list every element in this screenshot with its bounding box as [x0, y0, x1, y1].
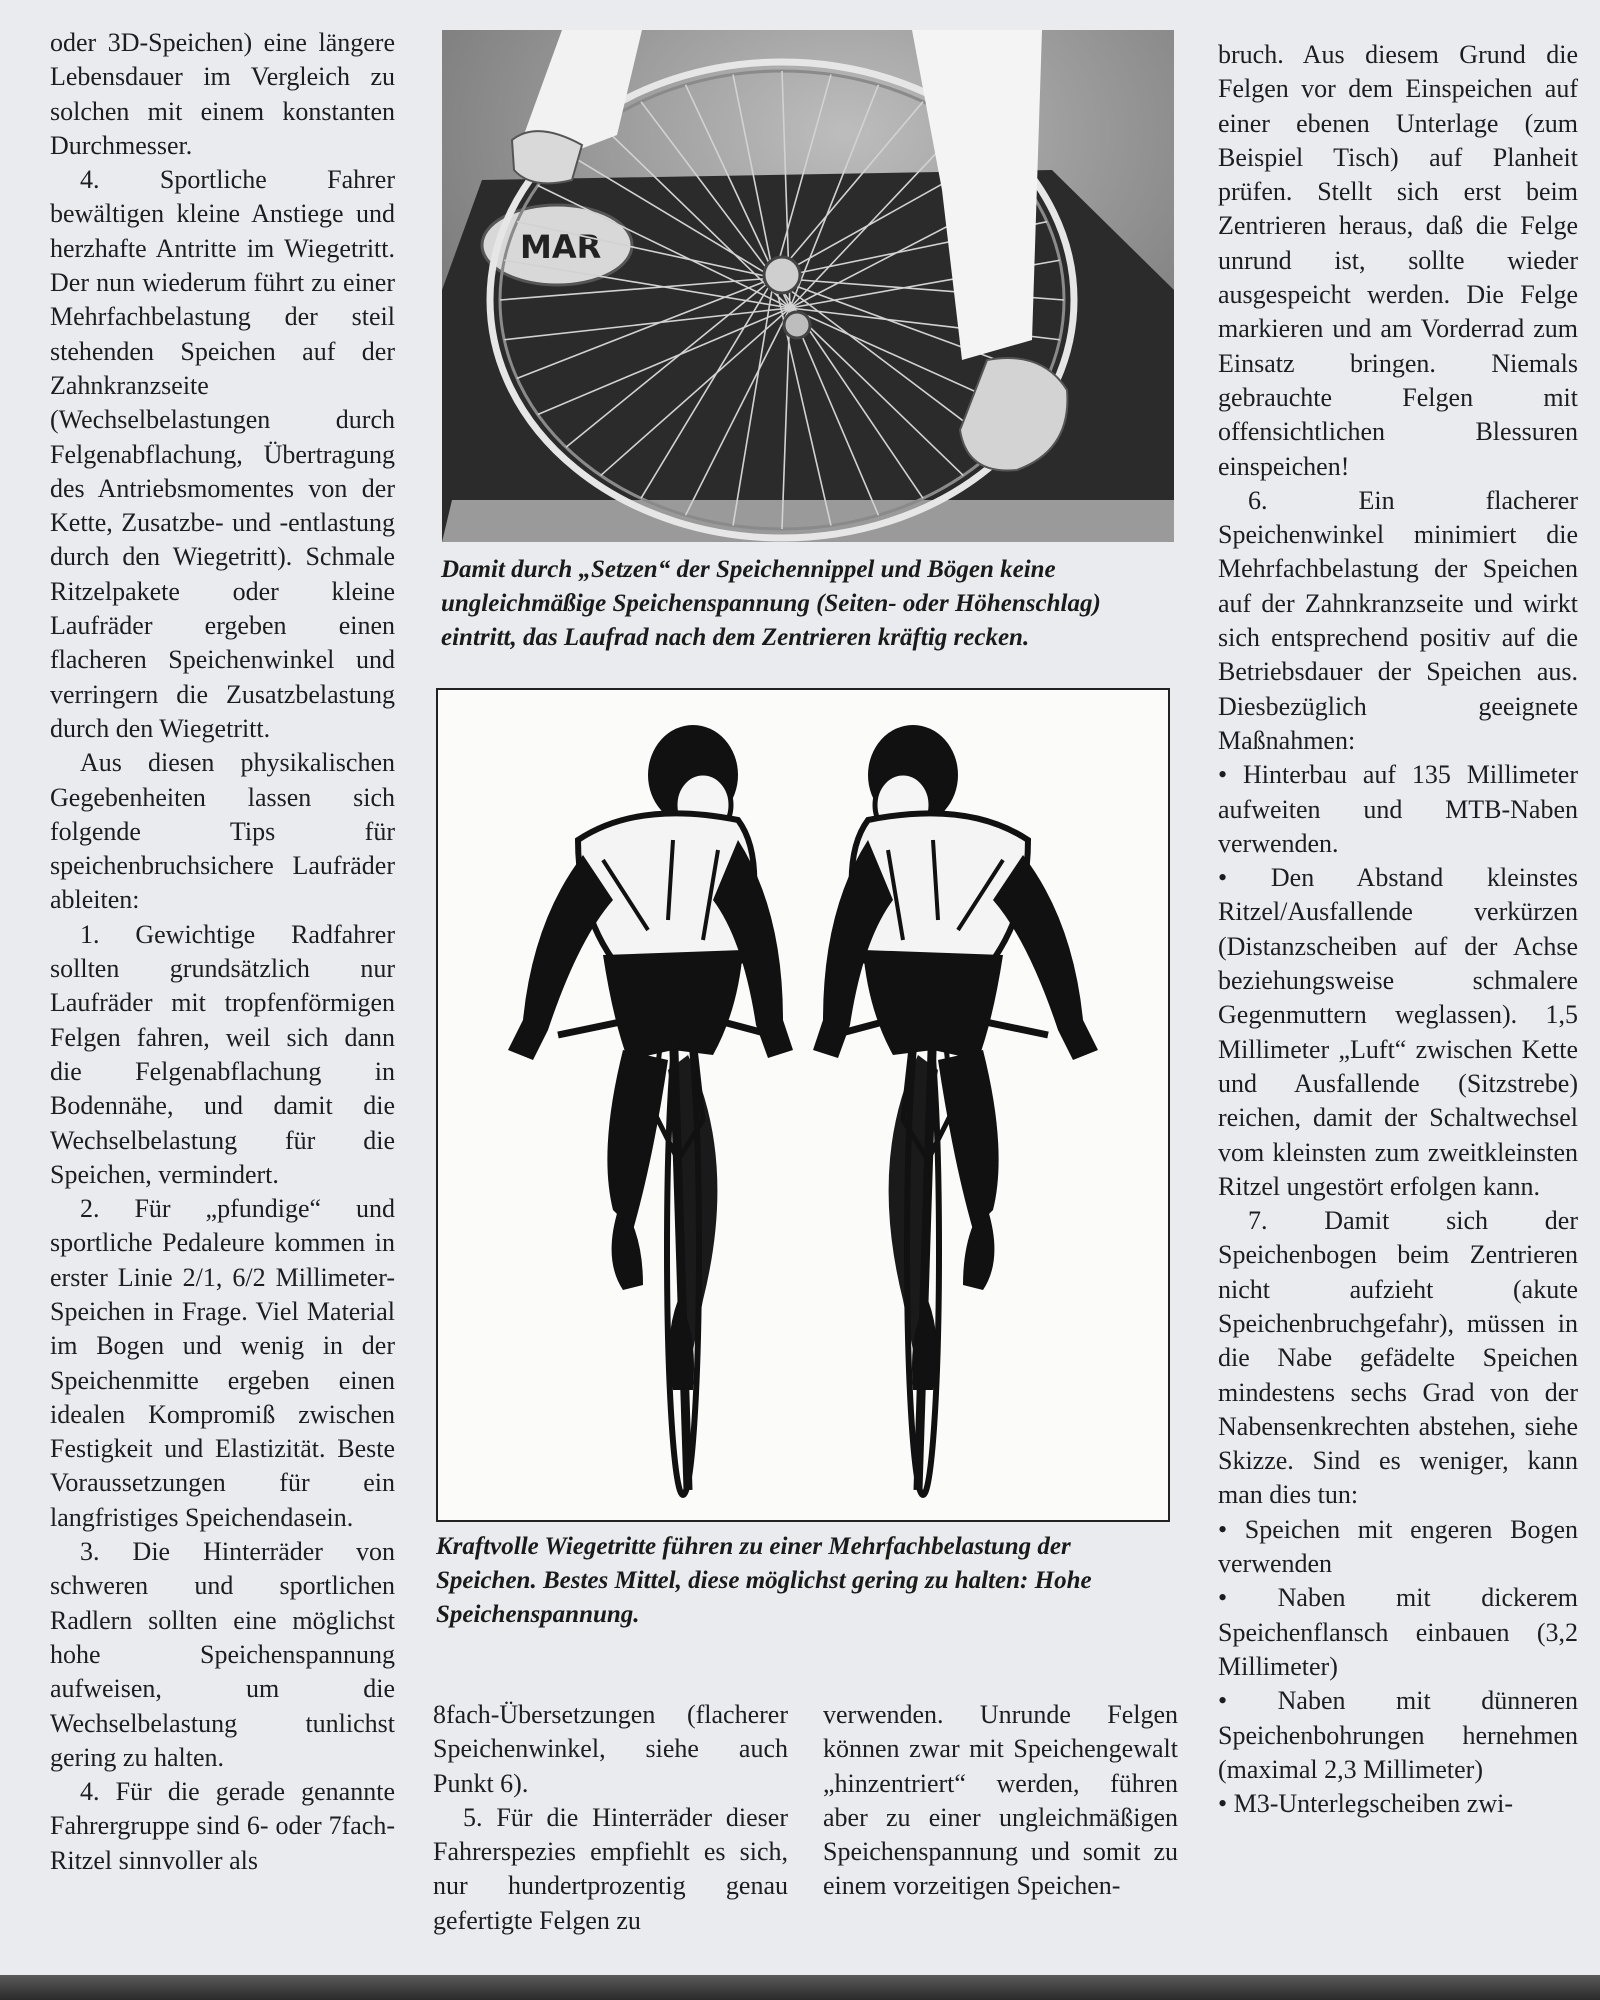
paragraph: 2. Für „pfundige“ und sportliche Pedaleure kommen in erster Linie 2/1, 6/2 Millimeter-Speichen in Frage. Viel Material im Bogen und wenig in der Speichenmitte ergeben einen idealen Kompromiß zwischen Festigkeit und Elastizität. Beste Voraussetzungen für ein langfristiges Speichendasein. [50, 1194, 395, 1532]
text-column-left [50, 26, 395, 1878]
cyclist-figure [508, 725, 793, 1495]
paragraph: • Den Abstand kleinstes Ritzel/Ausfallende verkürzen (Distanzscheiben auf der Achse beziehungsweise schmalere Gegenmuttern weglassen). 1,5 Millimeter „Luft“ zwischen Kette und Ausfallende (Sitzstrebe) reichen, damit der Schaltwechsel vom kleinsten zum zweitkleinsten Ritzel ungestört erfolgen kann. [1218, 863, 1578, 1201]
paragraph: • Hinterbau auf 135 Millimeter aufweiten und MTB-Naben verwenden. [1218, 760, 1578, 858]
paragraph: • Speichen mit engeren Bogen verwenden [1218, 1514, 1578, 1579]
paragraph: oder 3D-Speichen) eine längere Lebensdauer im Vergleich zu solchen mit einem konstanten Durchmesser. [50, 28, 395, 160]
paragraph: 5. Für die Hinterräder dieser Fahrerspezies empfiehlt es sich, nur hundertprozentig genau gefertigte Felgen zu [433, 1802, 788, 1935]
paragraph: 8fach-Übersetzungen (flacherer Speichenwinkel, siehe auch Punkt 6). [433, 1700, 788, 1798]
label-plate-text: MAR [520, 228, 602, 266]
wheel-photo-illustration [442, 30, 1174, 542]
cyclists-caption: Kraftvolle Wiegetritte führen zu einer Mehrfachbelastung der Speichen. Bestes Mittel, diese möglichst gering zu halten: Hohe Speichenspannung. [436, 1533, 1092, 1628]
mirrored-cyclists-drawing [438, 690, 1168, 1520]
paragraph: 7. Damit sich der Speichenbogen beim Zentrieren nicht aufzieht (akute Speichenbruchgefahr), müssen in die Nabe gefädelte Speichen mindestens sechs Grad von der Nabensenkrechten abstehen, siehe Skizze. Sind es weniger, kann man dies tun: [1218, 1206, 1578, 1510]
paragraph: 4. Für die gerade genannte Fahrergruppe sind 6- oder 7fach-Ritzel sinnvoller als [50, 1777, 395, 1875]
paragraph: verwenden. Unrunde Felgen können zwar mit Speichengewalt „hinzentriert“ werden, führen aber zu einer ungleichmäßigen Speichenspannung und somit zu einem vorzeitigen Speichen- [823, 1700, 1178, 1901]
paragraph: • M3-Unterlegscheiben zwi- [1218, 1789, 1514, 1819]
paragraph: 3. Die Hinterräder von schweren und sportlichen Radlern sollten eine möglichst hohe Speichenspannung aufweisen, um die Wechselbelastung tunlichst gering zu halten. [50, 1537, 395, 1772]
left-hand [512, 131, 582, 183]
paragraph: Aus diesen physikalischen Gegebenheiten lassen sich folgende Tips für speichenbruchsichere Laufräder ableiten: [50, 748, 395, 915]
paragraph: 1. Gewichtige Radfahrer sollten grundsätzlich nur Laufräder mit tropfenförmigen Felgen fahren, weil sich dann die Felgenabflachung in Bodennähe, und damit die Wechselbelastung für die Speichen, vermindert. [50, 919, 395, 1189]
cyclists-illustration-frame [436, 688, 1170, 1522]
wheel-hub [764, 257, 800, 293]
paragraph: • Naben mit dickerem Speichenflansch einbauen (3,2 Millimeter) [1218, 1583, 1578, 1681]
text-column-middle-left [433, 1698, 788, 1938]
page-bottom-edge [0, 1975, 1600, 2000]
wheel-truing-photo [442, 30, 1174, 542]
paragraph: 6. Ein flacherer Speichenwinkel minimiert die Mehrfachbelastung der Speichen auf der Zahnkranzseite und wirkt sich entsprechend positiv auf die Betriebsdauer der Speichen aus. Diesbezüglich geeignete Maßnahmen: [1218, 485, 1578, 755]
paragraph: 4. Sportliche Fahrer bewältigen kleine Anstiege und herzhafte Antritte im Wiegetritt. Der nun wiederum führt zu einer Mehrfachbelastung der steil stehenden Speichen auf der Zahnkranzseite (Wechselbelastungen durch Felgenabflachung, Übertragung des Antriebsmomentes von der Kette, Zusatzbe- und -entlastung durch den Wiegetritt). Schmale Ritzelpakete oder kleine Laufräder ergeben einen flacheren Speichenwinkel und verringern die Zusatzbelastung durch den Wiegetritt. [50, 165, 395, 743]
text-column-right [1218, 38, 1578, 1821]
paragraph: • Naben mit dünneren Speichenbohrungen hernehmen (maximal 2,3 Millimeter) [1218, 1686, 1578, 1784]
text-column-middle-right [823, 1698, 1178, 1904]
paragraph: bruch. Aus diesem Grund die Felgen vor dem Einspeichen auf einer ebenen Unterlage (zum Beispiel Tisch) auf Planheit prüfen. Stellt sich erst beim Zentrieren heraus, daß die Felge unrund ist, sollte wieder ausgespeicht werden. Die Felge markieren und am Vorderrad zum Einsatz bringen. Niemals gebrauchte Felgen mit offensichtlichen Blessuren einspeichen! [1218, 40, 1578, 481]
photo-caption: Damit durch „Setzen“ der Speichennippel und Bögen keine ungleichmäßige Speichenspannung (Seiten- oder Höhenschlag) eintritt, das Laufrad nach dem Zentrieren kräftig recken. [441, 556, 1101, 651]
